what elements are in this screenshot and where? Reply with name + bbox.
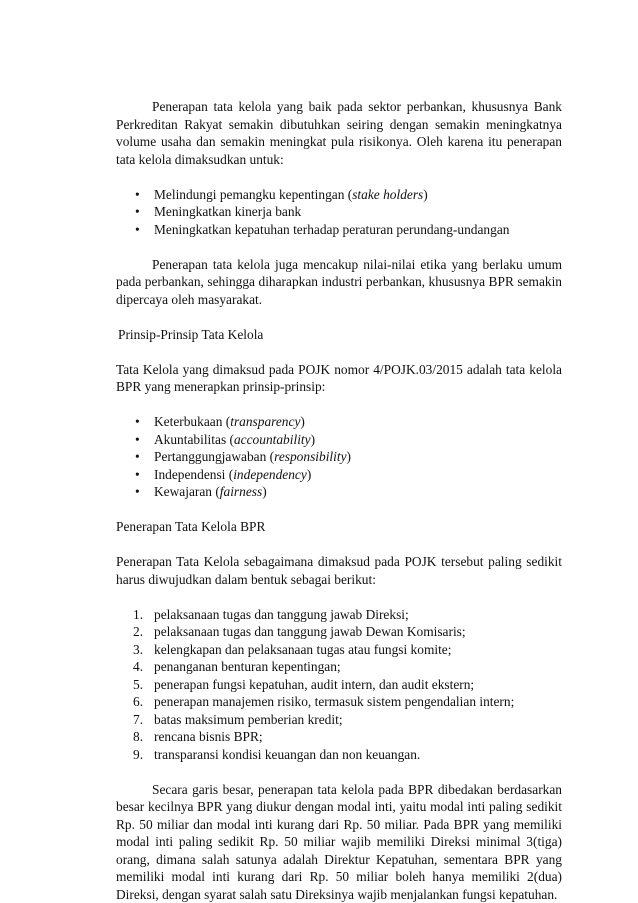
spacer [116, 536, 562, 554]
spacer [116, 343, 562, 361]
list-item: 9. transparansi kondisi keuangan dan non keuangan. [133, 746, 421, 762]
list-item: • Kewajaran (fairness) [135, 484, 267, 499]
list-item: 5. penerapan fungsi kepatuhan, audit intern, dan audit ekstern; [133, 676, 475, 692]
list-item: • Akuntabilitas (accountability) [135, 431, 316, 447]
list-item: • Meningkatkan kinerja bank [135, 204, 302, 219]
principles-paragraph: Tata Kelola yang dimaksud pada POJK nomor 4/POJK.03/2015 adalah tata kelola BPR yang menerapkan prinsip-prinsip: [116, 361, 562, 394]
list-item: 1. pelaksanaan tugas dan tanggung jawab Direksi; [133, 606, 409, 622]
document-page [116, 98, 562, 903]
bullet-icon: • [135, 186, 140, 202]
bullet-icon: • [135, 204, 140, 219]
list-item: 2. pelaksanaan tugas dan tanggung jawab Dewan Komisaris; [133, 624, 466, 639]
spacer [116, 238, 562, 256]
bullet-icon: • [135, 484, 140, 499]
bullet-icon: • [135, 221, 140, 237]
closing-paragraph: Secara garis besar, penerapan tata kelola pada BPR dibedakan berdasarkan besar kecilnya BPR yang diukur dengan modal inti, yaitu modal inti paling sedikit Rp. 50 miliar dan modal inti kurang dari Rp. 50 miliar. Pada BPR yang memiliki modal inti paling sedikit Rp. 50 miliar wajib memiliki Direksi minimal 3(tiga) orang, dimana salah satunya adalah Direktur Kepatuhan, sementara BPR yang memiliki modal inti kurang dari Rp. 50 miliar boleh hanya memiliki 2(dua) Direksi, dengan syarat salah satu Direksinya wajib menjalankan fungsi kepatuhan. [116, 781, 562, 902]
spacer [116, 501, 562, 519]
spacer [116, 588, 562, 606]
list-item: 7. batas maksimum pemberian kredit; [133, 711, 343, 727]
spacer [116, 763, 562, 781]
list-item: • Meningkatkan kepatuhan terhadap peraturan perundang-undangan [135, 221, 510, 237]
list-item: • Melindungi pemangku kepentingan (stake holders) [135, 186, 428, 202]
bullet-icon: • [135, 449, 140, 464]
spacer [116, 396, 562, 414]
intro-bullet-list [116, 186, 562, 239]
list-item: • Keterbukaan (transparency) [135, 414, 305, 429]
spacer [116, 308, 562, 326]
implementation-paragraph: Penerapan Tata Kelola sebagaimana dimaksud pada POJK tersebut paling sedikit harus diwujudkan dalam bentuk sebagai berikut: [116, 554, 562, 587]
list-item: 6. penerapan manajemen risiko, termasuk sistem pengendalian intern; [133, 694, 515, 709]
intro-paragraph-2: Penerapan tata kelola juga mencakup nilai-nilai etika yang berlaku umum pada perbankan, sehingga diharapkan industri perbankan, khususnya BPR semakin dipercaya oleh masyarakat. [116, 256, 562, 307]
intro-paragraph: Penerapan tata kelola yang baik pada sektor perbankan, khususnya Bank Perkreditan Rakyat semakin dibutuhkan seiring dengan semakin meningkatnya volume usaha dan semakin meningkat pula risikonya. Oleh karena itu penerapan tata kelola dimaksudkan untuk: [116, 99, 562, 167]
bullet-icon: • [135, 431, 140, 447]
list-item: 4. penanganan benturan kepentingan; [133, 659, 341, 674]
section-heading-implementation: Penerapan Tata Kelola BPR [116, 519, 266, 534]
section-heading-principles: Prinsip-Prinsip Tata Kelola [118, 326, 264, 342]
implementation-numbered-list [116, 606, 562, 764]
bullet-icon: • [135, 466, 140, 482]
list-item: • Independensi (independency) [135, 466, 312, 482]
list-item: 8. rencana bisnis BPR; [133, 729, 263, 744]
list-item: • Pertanggungjawaban (responsibility) [135, 449, 351, 464]
bullet-icon: • [135, 414, 140, 429]
principles-bullet-list [116, 413, 562, 501]
spacer [116, 168, 562, 186]
list-item: 3. kelengkapan dan pelaksanaan tugas atau fungsi komite; [133, 641, 452, 657]
